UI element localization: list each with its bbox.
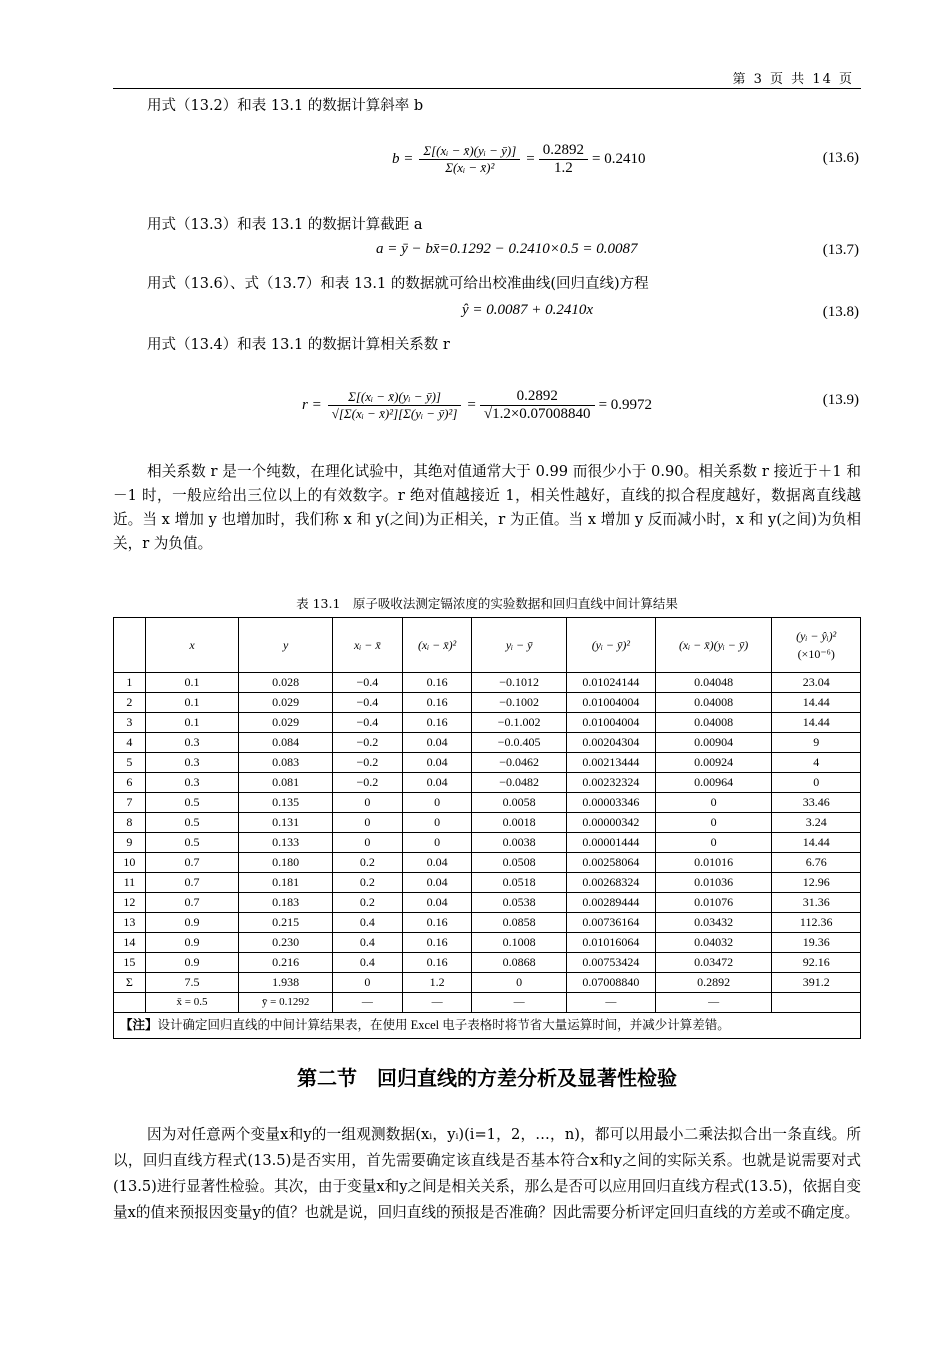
table-cell: 0.00204304 bbox=[566, 733, 655, 753]
table-cell: 0.00904 bbox=[655, 733, 772, 753]
table-cell: 0.183 bbox=[239, 893, 333, 913]
table-row bbox=[114, 913, 861, 933]
table-cell: 0.01016064 bbox=[566, 933, 655, 953]
table-cell: 0.029 bbox=[239, 693, 333, 713]
table-cell: 0.0858 bbox=[472, 913, 566, 933]
header-residual-unit: (×10⁻⁶) bbox=[797, 647, 835, 661]
table-cell: 0.0868 bbox=[472, 953, 566, 973]
table-cell: 92.16 bbox=[772, 953, 861, 973]
table-cell: −0.0.405 bbox=[472, 733, 566, 753]
table-cell: 0.1008 bbox=[472, 933, 566, 953]
header-dy2: (yᵢ − ȳ)² bbox=[566, 618, 655, 673]
header-rule bbox=[113, 88, 861, 89]
table-cell: 0.00268324 bbox=[566, 873, 655, 893]
data-table bbox=[113, 617, 861, 1039]
table-cell: 0 bbox=[655, 813, 772, 833]
table-row bbox=[114, 953, 861, 973]
table-cell: 8 bbox=[114, 813, 146, 833]
table-cell: 0.00213444 bbox=[566, 753, 655, 773]
table-cell: −0.2 bbox=[332, 733, 402, 753]
table-cell: 0.01024144 bbox=[566, 673, 655, 693]
table-cell: 0.0518 bbox=[472, 873, 566, 893]
table-row bbox=[114, 973, 861, 993]
table-cell: 0.216 bbox=[239, 953, 333, 973]
table-row bbox=[114, 773, 861, 793]
header-dx2: (xᵢ − x̄)² bbox=[402, 618, 472, 673]
table-cell: 4 bbox=[114, 733, 146, 753]
table-header-row bbox=[114, 618, 861, 673]
eq7-number: (13.7) bbox=[822, 242, 859, 258]
table-cell: −0.4 bbox=[332, 713, 402, 733]
table-cell: 0.04 bbox=[402, 733, 472, 753]
table-cell: 0.7 bbox=[145, 893, 239, 913]
table-cell: 0 bbox=[332, 833, 402, 853]
equation-13-6: b = $\frac{\text{Σ[(xᵢ − x̄)(yᵢ − ȳ)]}}{\text{Σ(xᵢ − x̄)²}}$ = $\frac{0.2892}{1.2}$ = 0.2410 bbox=[392, 141, 646, 176]
table-cell: 0.01016 bbox=[655, 853, 772, 873]
line-intercept: 用式（13.3）和表 13.1 的数据计算截距 a bbox=[147, 217, 423, 233]
table-cell: 0 bbox=[772, 773, 861, 793]
table-row bbox=[114, 713, 861, 733]
table-cell: 0.04008 bbox=[655, 713, 772, 733]
table-cell: 0.04 bbox=[402, 873, 472, 893]
table-row bbox=[114, 873, 861, 893]
table-row bbox=[114, 753, 861, 773]
header-x: x bbox=[145, 618, 239, 673]
eq9-num-formula: Σ[(xᵢ − x̄)(yᵢ − ȳ)] bbox=[328, 389, 462, 406]
table-cell: −0.2 bbox=[332, 773, 402, 793]
table-cell: 0.5 bbox=[145, 813, 239, 833]
table-cell: 3.24 bbox=[772, 813, 861, 833]
table-cell: 0 bbox=[402, 793, 472, 813]
table-cell: 15 bbox=[114, 953, 146, 973]
table-cell: 0.7 bbox=[145, 853, 239, 873]
table-mean-row bbox=[114, 993, 861, 1013]
mean-cell: x̄ = 0.5 bbox=[145, 993, 239, 1013]
paragraph-correlation bbox=[113, 460, 861, 556]
table-cell: 0 bbox=[655, 793, 772, 813]
table-cell: Σ bbox=[114, 973, 146, 993]
table-row bbox=[114, 933, 861, 953]
table-cell: 6.76 bbox=[772, 853, 861, 873]
table-cell: 0 bbox=[332, 973, 402, 993]
table-cell: 0 bbox=[332, 793, 402, 813]
table-cell: 0.9 bbox=[145, 953, 239, 973]
header-y: y bbox=[239, 618, 333, 673]
table-cell: 0.00736164 bbox=[566, 913, 655, 933]
paragraph-section-text: 因为对任意两个变量x和y的一组观测数据(xᵢ，yᵢ)(i=1，2，…，n)，都可以用最小二乘法拟合出一条直线。所以，回归直线方程式(13.5)是否实用，首先需要确定该直线是否基本符合x和y之间的实际关系。也就是说需要对式(13.5)进行显著性检验。其次，由于变量x和y之间是相关关系，那么是否可以应用回归直线方程式(13.5)，依据自变量x的值来预报因变量y的值？也就是说，回归直线的预报是否准确？因此需要分析评定回归直线的方差或不确定度。 bbox=[113, 1126, 861, 1221]
table-cell: 0.029 bbox=[239, 713, 333, 733]
table-cell: 23.04 bbox=[772, 673, 861, 693]
table-cell: 0.4 bbox=[332, 933, 402, 953]
table-cell: 0.1 bbox=[145, 713, 239, 733]
table-cell: 0.2892 bbox=[655, 973, 772, 993]
eq9-lhs: r = bbox=[302, 396, 322, 413]
mean-cell: — bbox=[402, 993, 472, 1013]
eq9-den-formula: √[Σ(xᵢ − x̄)²][Σ(yᵢ − ȳ)²] bbox=[331, 405, 458, 421]
table-cell: 9 bbox=[114, 833, 146, 853]
table-cell: 0.16 bbox=[402, 913, 472, 933]
mean-cell bbox=[114, 993, 146, 1013]
table-cell: 0.4 bbox=[332, 913, 402, 933]
table-cell: 0.5 bbox=[145, 793, 239, 813]
table-cell: 0.0508 bbox=[472, 853, 566, 873]
table-cell: 0.16 bbox=[402, 933, 472, 953]
table-cell: 0.0018 bbox=[472, 813, 566, 833]
table-cell: 0.00753424 bbox=[566, 953, 655, 973]
table-cell: 0.3 bbox=[145, 753, 239, 773]
table-cell: 3 bbox=[114, 713, 146, 733]
eq9-den: √1.2×0.07008840 bbox=[483, 405, 591, 422]
header-dx: xᵢ − x̄ bbox=[332, 618, 402, 673]
eq6-result: = 0.2410 bbox=[592, 150, 646, 167]
table-cell: 0.03472 bbox=[655, 953, 772, 973]
table-cell: −0.4 bbox=[332, 693, 402, 713]
table-cell: −0.1002 bbox=[472, 693, 566, 713]
table-row bbox=[114, 693, 861, 713]
table-cell: 7.5 bbox=[145, 973, 239, 993]
mean-cell: — bbox=[655, 993, 772, 1013]
table-cell: 0.133 bbox=[239, 833, 333, 853]
header-dxdy: (xᵢ − x̄)(yᵢ − ȳ) bbox=[655, 618, 772, 673]
table-row bbox=[114, 733, 861, 753]
table-cell: 0.04032 bbox=[655, 933, 772, 953]
table-cell: 33.46 bbox=[772, 793, 861, 813]
table-cell: 14.44 bbox=[772, 833, 861, 853]
table-cell: 7 bbox=[114, 793, 146, 813]
table-cell: 0.16 bbox=[402, 673, 472, 693]
table-row bbox=[114, 893, 861, 913]
table-cell: 0.181 bbox=[239, 873, 333, 893]
table-cell: 0.00232324 bbox=[566, 773, 655, 793]
paragraph-correlation-text: 相关系数 r 是一个纯数，在理化试验中，其绝对值通常大于 0.99 而很少小于 0.90。相关系数 r 接近于＋1 和－1 时，一般应给出三位以上的有效数字。r 绝对值越接近 1，相关性越好，直线的拟合程度越好，数据离直线越近。当 x 增加 y 也增加时，我们称 x 和 y(之间)为正相关，r 为正值。当 x 增加 y 反而减小时，x 和 y(之间)为负相关，r 为负值。 bbox=[113, 463, 861, 552]
line-regression: 用式（13.6）、式（13.7）和表 13.1 的数据就可给出校准曲线(回归直线)方程 bbox=[147, 276, 649, 292]
table-cell: 0.180 bbox=[239, 853, 333, 873]
table-cell: 0.131 bbox=[239, 813, 333, 833]
eq9-num: 0.2892 bbox=[480, 388, 595, 406]
table-cell: −0.0462 bbox=[472, 753, 566, 773]
mean-cell: ȳ = 0.1292 bbox=[239, 993, 333, 1013]
paragraph-section bbox=[113, 1122, 861, 1226]
table-cell: 13 bbox=[114, 913, 146, 933]
table-cell: −0.2 bbox=[332, 753, 402, 773]
table-cell: 5 bbox=[114, 753, 146, 773]
header-residual bbox=[772, 618, 861, 673]
table-cell: 19.36 bbox=[772, 933, 861, 953]
table-cell: −0.1012 bbox=[472, 673, 566, 693]
table-cell: 0.04 bbox=[402, 753, 472, 773]
table-cell: 31.36 bbox=[772, 893, 861, 913]
table-cell: 0.0038 bbox=[472, 833, 566, 853]
table-cell: 0 bbox=[402, 813, 472, 833]
table-cell: 0.16 bbox=[402, 693, 472, 713]
table-cell: 1 bbox=[114, 673, 146, 693]
table-cell: 0 bbox=[655, 833, 772, 853]
table-cell: 14 bbox=[114, 933, 146, 953]
eq6-den-formula: Σ(xᵢ − x̄)² bbox=[445, 159, 495, 175]
table-cell: 0.00003346 bbox=[566, 793, 655, 813]
table-row bbox=[114, 673, 861, 693]
table-cell: 0.07008840 bbox=[566, 973, 655, 993]
table-cell: 0.1 bbox=[145, 693, 239, 713]
table-cell: 1.938 bbox=[239, 973, 333, 993]
table-cell: 112.36 bbox=[772, 913, 861, 933]
equation-13-9: r = $\frac{\text{Σ[(xᵢ − x̄)(yᵢ − ȳ)]}}{\text{√[Σ(xᵢ − x̄)²][Σ(yᵢ − ȳ)²]}}$ = $\frac{0.2892}{√1.2\times 0.07008840}$ = 0.9972 bbox=[302, 387, 653, 422]
table-cell: 0.083 bbox=[239, 753, 333, 773]
eq6-num-formula: Σ[(xᵢ − x̄)(yᵢ − ȳ)] bbox=[419, 143, 520, 160]
table-cell: −0.1.002 bbox=[472, 713, 566, 733]
table-cell: 0.04 bbox=[402, 893, 472, 913]
table-cell: 0.00258064 bbox=[566, 853, 655, 873]
mean-cell bbox=[772, 993, 861, 1013]
table-cell: 11 bbox=[114, 873, 146, 893]
line-correlation: 用式（13.4）和表 13.1 的数据计算相关系数 r bbox=[147, 337, 450, 353]
table-cell: 0.1 bbox=[145, 673, 239, 693]
table-cell: 0.04048 bbox=[655, 673, 772, 693]
table-cell: 0 bbox=[332, 813, 402, 833]
eq6-number: (13.6) bbox=[822, 150, 859, 166]
table-cell: 12 bbox=[114, 893, 146, 913]
header-residual-formula: (yᵢ − ŷᵢ)² bbox=[796, 629, 837, 643]
eq8-number: (13.8) bbox=[822, 304, 859, 320]
section-title: 第二节 回归直线的方差分析及显著性检验 bbox=[297, 1066, 677, 1090]
table-cell: 0.03432 bbox=[655, 913, 772, 933]
eq6-den: 1.2 bbox=[554, 159, 573, 176]
table-cell: 0.01076 bbox=[655, 893, 772, 913]
table-row bbox=[114, 853, 861, 873]
table-cell: 0.00000342 bbox=[566, 813, 655, 833]
table-cell: 0.9 bbox=[145, 933, 239, 953]
header-index bbox=[114, 618, 146, 673]
table-cell: 0.01004004 bbox=[566, 693, 655, 713]
table-cell: 0 bbox=[472, 973, 566, 993]
table-cell: 0.01036 bbox=[655, 873, 772, 893]
table-cell: 0.135 bbox=[239, 793, 333, 813]
eq6-lhs: b = bbox=[392, 150, 414, 167]
eq9-number: (13.9) bbox=[822, 392, 859, 408]
table-row bbox=[114, 813, 861, 833]
table-cell: 0.3 bbox=[145, 773, 239, 793]
table-cell: 12.96 bbox=[772, 873, 861, 893]
table-cell: 0.00964 bbox=[655, 773, 772, 793]
mean-cell: — bbox=[472, 993, 566, 1013]
table-cell: 0.028 bbox=[239, 673, 333, 693]
table-row bbox=[114, 793, 861, 813]
table-cell: 10 bbox=[114, 853, 146, 873]
table-cell: 0.2 bbox=[332, 893, 402, 913]
table-cell: 0.9 bbox=[145, 913, 239, 933]
table-cell: 0.230 bbox=[239, 933, 333, 953]
page-header: 第 3 页 共 14 页 bbox=[732, 72, 854, 87]
mean-cell: — bbox=[332, 993, 402, 1013]
table-cell: 14.44 bbox=[772, 693, 861, 713]
table-cell: 0.2 bbox=[332, 853, 402, 873]
equation-13-7: a = ȳ − bx̄=0.1292 − 0.2410×0.5 = 0.0087 bbox=[376, 241, 638, 257]
table-cell: 0.01004004 bbox=[566, 713, 655, 733]
line-slope: 用式（13.2）和表 13.1 的数据计算斜率 b bbox=[147, 98, 424, 114]
table-cell: 9 bbox=[772, 733, 861, 753]
table-cell: 391.2 bbox=[772, 973, 861, 993]
table-cell: 0.00924 bbox=[655, 753, 772, 773]
eq6-num: 0.2892 bbox=[539, 142, 588, 160]
table-note-row bbox=[114, 1013, 861, 1039]
equation-13-8: ŷ = 0.0087 + 0.2410x bbox=[462, 302, 594, 318]
table-cell: 0.081 bbox=[239, 773, 333, 793]
table-row bbox=[114, 833, 861, 853]
table-cell: 0.215 bbox=[239, 913, 333, 933]
note-text: 设计确定回归直线的中间计算结果表，在使用 Excel 电子表格时将节省大量运算时间，并减少计算差错。 bbox=[157, 1018, 730, 1032]
table-cell: 0.0538 bbox=[472, 893, 566, 913]
table-cell: 0.00001444 bbox=[566, 833, 655, 853]
eq9-result: = 0.9972 bbox=[598, 396, 653, 413]
table-cell: 0.04008 bbox=[655, 693, 772, 713]
note-label: 【注】 bbox=[120, 1018, 158, 1032]
table-cell: 0.16 bbox=[402, 953, 472, 973]
table-cell: 0.3 bbox=[145, 733, 239, 753]
table-cell: −0.0482 bbox=[472, 773, 566, 793]
table-cell: 0.7 bbox=[145, 873, 239, 893]
table-cell: 0.16 bbox=[402, 713, 472, 733]
table-cell: 0 bbox=[402, 833, 472, 853]
table-cell: 6 bbox=[114, 773, 146, 793]
table-cell: 1.2 bbox=[402, 973, 472, 993]
table-cell: 0.00289444 bbox=[566, 893, 655, 913]
table-cell: 0.04 bbox=[402, 773, 472, 793]
mean-cell: — bbox=[566, 993, 655, 1013]
table-cell: 0.4 bbox=[332, 953, 402, 973]
header-dy: yᵢ − ȳ bbox=[472, 618, 566, 673]
table-cell: 2 bbox=[114, 693, 146, 713]
table-cell: 4 bbox=[772, 753, 861, 773]
table-caption: 表 13.1 原子吸收法测定镉浓度的实验数据和回归直线中间计算结果 bbox=[296, 596, 678, 611]
table-cell: 0.2 bbox=[332, 873, 402, 893]
table-note bbox=[114, 1013, 861, 1039]
table-cell: 0.5 bbox=[145, 833, 239, 853]
table-cell: 0.04 bbox=[402, 853, 472, 873]
table-cell: 14.44 bbox=[772, 713, 861, 733]
table-cell: −0.4 bbox=[332, 673, 402, 693]
table-cell: 0.084 bbox=[239, 733, 333, 753]
table-cell: 0.0058 bbox=[472, 793, 566, 813]
